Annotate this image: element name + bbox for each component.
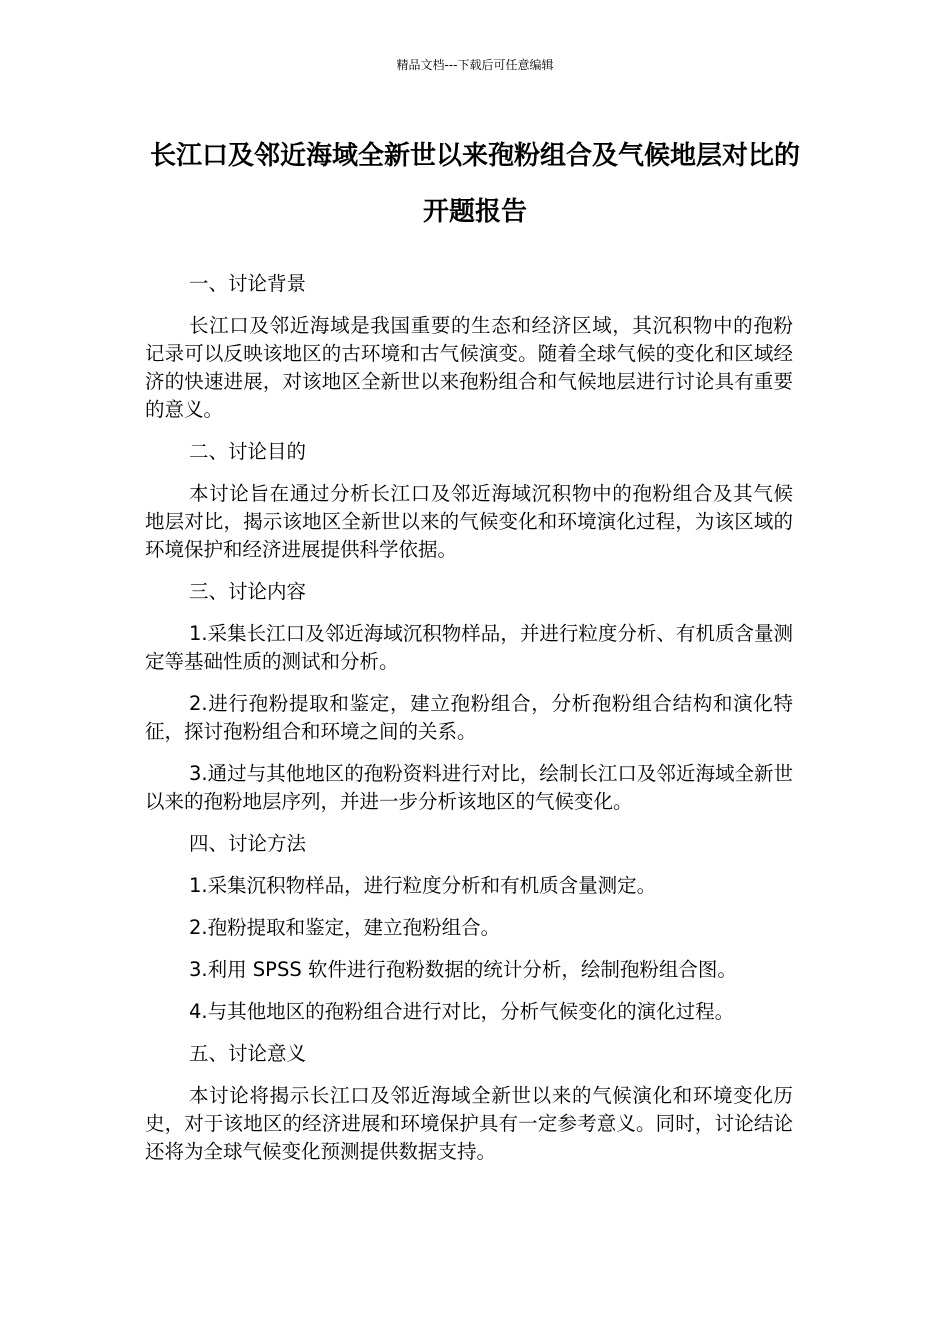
section-heading-content: 三、讨论内容 [189, 580, 307, 603]
significance-paragraph: 本讨论将揭示长江口及邻近海域全新世以来的气候演化和环境变化历史，对于该地区的经济进展和环境保护具有一定参考意义。同时，讨论结论还将为全球气候变化预测提供数据支持。 [145, 1084, 793, 1163]
document-title: 长江口及邻近海域全新世以来孢粉组合及气候地层对比的开题报告 [149, 141, 800, 227]
content-item-1: 1.采集长江口及邻近海域沉积物样品，并进行粒度分析、有机质含量测定等基础性质的测试和分析。 [145, 622, 793, 673]
content-item-2: 2.进行孢粉提取和鉴定，建立孢粉组合，分析孢粉组合结构和演化特征，探讨孢粉组合和环境之间的关系。 [145, 692, 793, 743]
section-heading-purpose: 二、讨论目的 [189, 440, 307, 463]
document-body [145, 270, 793, 1180]
method-item-3: 3.利用 SPSS 软件进行孢粉数据的统计分析，绘制孢粉组合图。 [189, 958, 737, 981]
section-heading-background: 一、讨论背景 [189, 272, 307, 295]
section-heading-significance: 五、讨论意义 [189, 1042, 307, 1065]
content-item-3: 3.通过与其他地区的孢粉资料进行对比，绘制长江口及邻近海域全新世以来的孢粉地层序列，并进一步分析该地区的气候变化。 [145, 762, 793, 813]
section-heading-methods: 四、讨论方法 [189, 832, 307, 855]
purpose-paragraph: 本讨论旨在通过分析长江口及邻近海域沉积物中的孢粉组合及其气候地层对比，揭示该地区全新世以来的气候变化和环境演化过程，为该区域的环境保护和经济进展提供科学依据。 [145, 482, 793, 561]
header-note: 精品文档---下载后可任意编辑 [396, 58, 554, 72]
method-item-4: 4.与其他地区的孢粉组合进行对比，分析气候变化的演化过程。 [189, 1000, 735, 1023]
method-item-1: 1.采集沉积物样品，进行粒度分析和有机质含量测定。 [189, 874, 657, 897]
background-paragraph: 长江口及邻近海域是我国重要的生态和经济区域，其沉积物中的孢粉记录可以反映该地区的古环境和古气候演变。随着全球气候的变化和区域经济的快速进展，对该地区全新世以来孢粉组合和气候地层进行讨论具有重要的意义。 [145, 314, 793, 421]
method-item-2: 2.孢粉提取和鉴定，建立孢粉组合。 [189, 916, 501, 939]
